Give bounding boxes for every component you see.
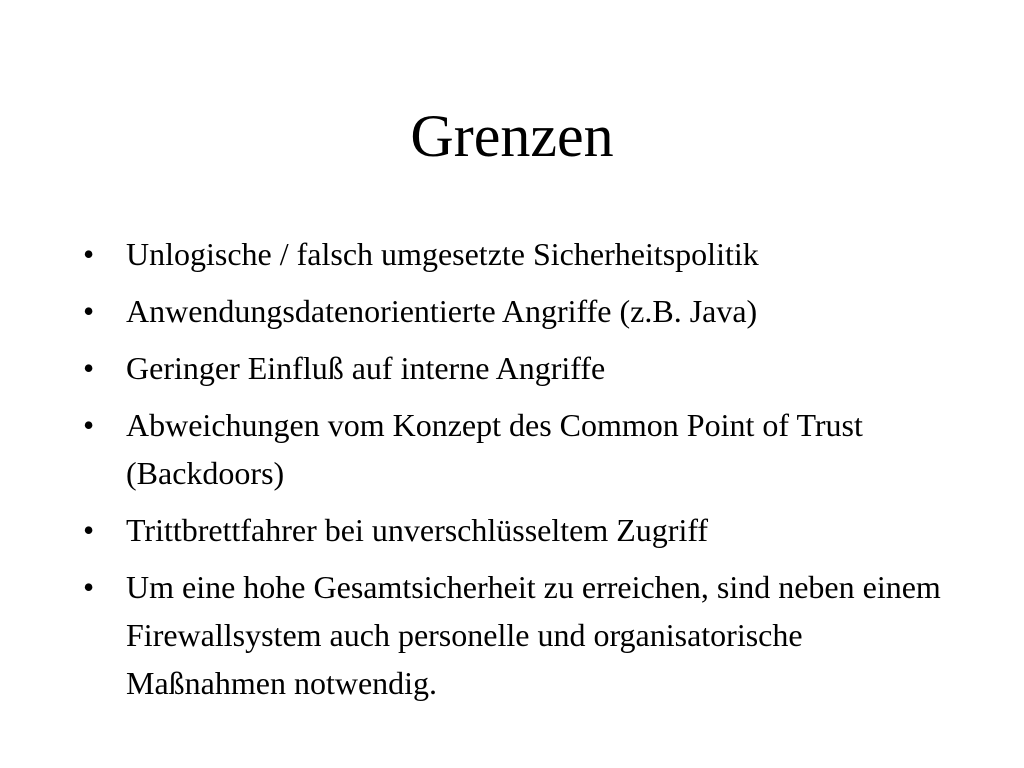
bullet-item [83,344,963,392]
bullet-marker: • [83,512,95,548]
bullet-text: Abweichungen vom Konzept des Common Point of Trust (Backdoors) [126,407,863,491]
slide-title: Grenzen [410,103,614,169]
bullet-item [83,230,963,278]
bullet-text: Geringer Einfluß auf interne Angriffe [126,350,606,386]
bullet-marker: • [83,293,95,329]
bullet-marker: • [83,350,95,386]
bullet-item [83,401,963,497]
bullet-text: Trittbrettfahrer bei unverschlüsseltem Zugriff [126,512,709,548]
bullet-item [83,287,963,335]
bullet-marker: • [83,236,95,272]
bullet-item [83,506,963,554]
bullet-marker: • [83,407,95,443]
bullet-text: Anwendungsdatenorientierte Angriffe (z.B. Java) [126,293,758,329]
bullet-text: Um eine hohe Gesamtsicherheit zu erreichen, sind neben einem Firewallsystem auch personelle und organisatorische Maßnahmen notwendig. [126,569,941,701]
bullet-marker: • [83,569,95,605]
bullet-text: Unlogische / falsch umgesetzte Sicherheitspolitik [126,236,759,272]
bullet-list [83,230,963,716]
bullet-item [83,563,963,707]
